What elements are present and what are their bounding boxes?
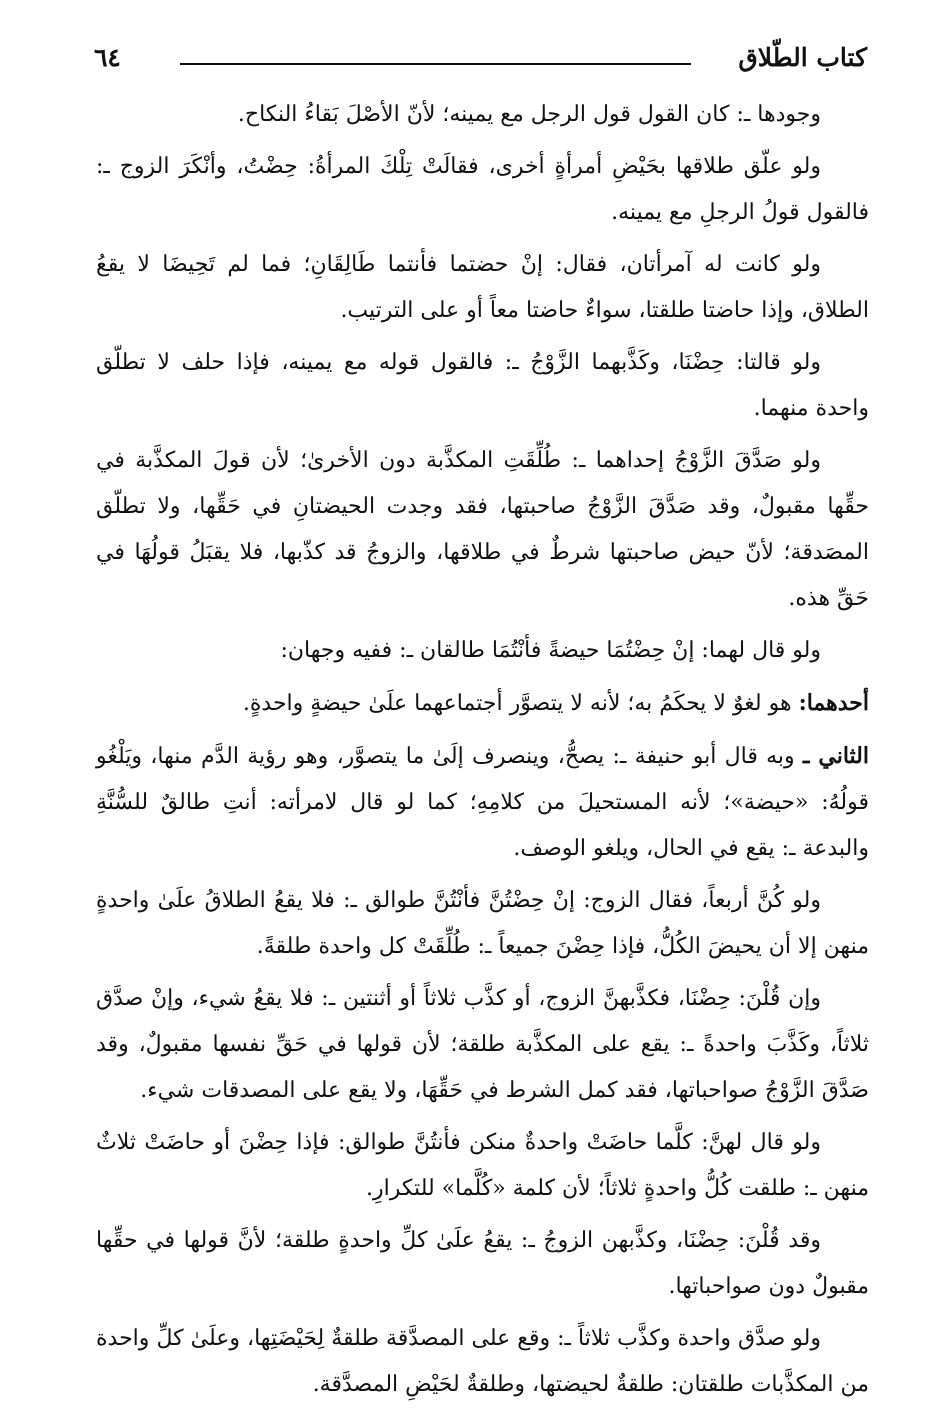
paragraph — [96, 1316, 869, 1408]
header-rule — [180, 63, 691, 65]
paragraph — [96, 242, 869, 334]
paragraph — [96, 92, 869, 138]
paragraph — [96, 144, 869, 236]
paragraph — [96, 680, 869, 727]
paragraph-text: ولو علّق طلاقها بحَيْضِ أمرأةٍ أخرى، فقالَتْ تِلْكَ المرأةُ: حِضْتُ، وأنْكَرَ الزوج ـ: فالقول قولُ الرجلِ مع يمينه. — [96, 154, 869, 225]
paragraph — [96, 628, 869, 674]
paragraph-lead: أحدهما: — [798, 690, 869, 716]
paragraph-text: ولو كُنَّ أربعاً، فقال الزوج: إنْ حِضْتُنَّ فأنْتُنَّ طوالق ـ: فلا يقعُ الطلاقُ علَىٰ واحدةٍ منهن إلا أن يحيضَ الكُلُّ، فإذا حِضْنَ جميعاً ـ: طُلِّقَتْ كل واحدة طلقةً. — [96, 888, 869, 959]
paragraph-text: ولو قال لهنَّ: كلَّما حاضَتْ واحدةٌ منكن فأنتُنَّ طوالق: فإذا حِضْنَ أو حاضَتْ ثلاثٌ منهن ـ: طلقت كُلُّ واحدةٍ ثلاثاً؛ لأن كلمة «كُلَّما» للتكرارِ. — [96, 1130, 869, 1201]
paragraph-text: ولو صدَّق واحدة وكذَّب ثلاثاً ـ: وقع على المصدَّقة طلقةٌ لِحَيْضَتِها، وعلَىٰ كلِّ واحدة من المكذَّبات طلقتان: طلقةٌ لحيضتها، وطلقةٌ لحَيْضِ المصدَّقة. — [96, 1326, 869, 1397]
paragraph — [96, 733, 869, 872]
paragraph-lead: الثاني ـ — [802, 743, 869, 769]
paragraph-text: وبه قال أبو حنيفة ـ: يصحُّ، وينصرف إلَىٰ ما يتصوَّر، وهو رؤية الدَّم منها، ويَلْغُو قولُهُ: «حيضة»؛ لأنه المستحيلَ من كلامِهِ؛ كما لو قال لامرأته: أنتِ طالقٌ للسُّنَّةِ والبدعة ـ: يقع في الحال، ويلغو الوصف. — [96, 744, 869, 861]
paragraph — [96, 976, 869, 1114]
paragraph-text: ولو قال لهما: إنْ حِضْتُمَا حيضةً فأنْتُمَا طالقان ـ: ففيه وجهان: — [280, 638, 821, 663]
paragraph-text: وجودها ـ: كان القول قول الرجل مع يمينه؛ لأنّ الأصْلَ بَقاءُ النكاح. — [237, 102, 821, 127]
running-title: كتاب الطّلاق — [738, 43, 867, 72]
paragraph — [96, 1120, 869, 1212]
paragraph — [96, 1218, 869, 1310]
paragraph — [96, 340, 869, 432]
paragraph-text: ولو صَدَّقَ الزَّوْجُ إحداهما ـ: طُلِّقَتِ المكذَّبة دون الأخرىٰ؛ لأن قولَ المكذَّبة في حقِّها مقبولٌ، وقد صَدَّقَ الزَّوْجُ صاحبتها، فقد وجدت الحيضتانِ في حَقِّها، ولا تطلّق المصَدقة؛ لأنّ حيض صاحبتها شرطٌ في طلاقها، والزوجُ قد كذّبها، فلا يقبَلُ قولُهَا في حَقِّ هذه. — [96, 448, 869, 611]
paragraph-text: ولو قالتا: حِضْنَا، وكَذَّبهما الزَّوْجُ ـ: فالقول قوله مع يمينه، فإذا حلف لا تطلّق واحدة منهما. — [96, 350, 869, 421]
paragraph-text: وقد قُلْنَ: حِضْنَا، وكذَّبهن الزوجُ ـ: يقعُ علَىٰ كلِّ واحدةٍ طلقة؛ لأنَّ قولها في حقِّها مقبولٌ دون صواحباتها. — [96, 1228, 869, 1299]
paragraph — [96, 878, 869, 970]
paragraph-text: هو لغوٌ لا يحكَمُ به؛ لأنه لا يتصوَّر أجتماعهما علَىٰ حيضةٍ واحدةٍ. — [242, 691, 799, 716]
page-header — [94, 38, 867, 78]
paragraph — [96, 438, 869, 622]
paragraph-text: وإن قُلْنَ: حِضْنَا، فكذَّبهنَّ الزوج، أو كذَّب ثلاثاً أو أثنتين ـ: فلا يقعُ شيء، وإنْ صدَّق ثلاثاً، وكَذَّبَ واحدةً ـ: يقع على المكذَّبة طلقة؛ لأن قولها في حَقِّ نفسها مقبولٌ، وقد صَدَّقَ الزَّوْجُ صواحباتها، فقد كمل الشرط في حَقِّهَا، ولا يقع على المصدقات شيء. — [96, 986, 869, 1103]
paragraph-text: ولو كانت له آمرأتان، فقال: إنْ حضتما فأنتما طَالِقَانِ؛ فما لم تَحِيضَا لا يقعُ الطلاق، وإذا حاضتا طلقتا، سواءٌ حاضتا معاً أو على الترتيب. — [96, 252, 869, 323]
body-text — [96, 92, 869, 1414]
page-number: ٦٤ — [94, 43, 121, 72]
